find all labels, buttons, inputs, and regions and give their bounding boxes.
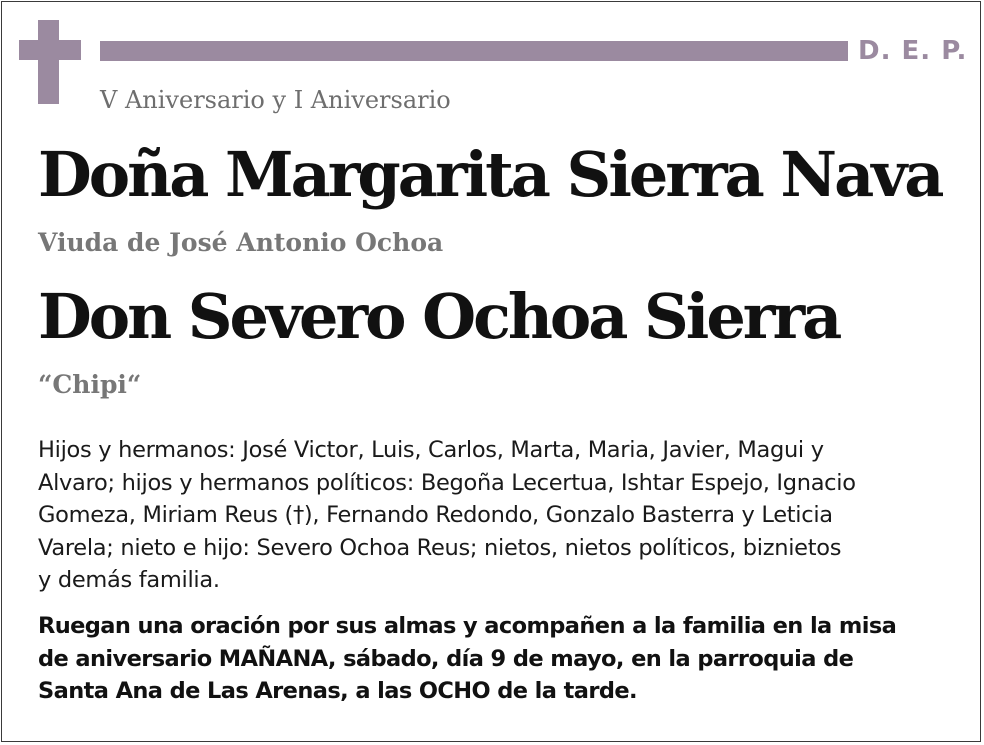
cross-icon-bar bbox=[19, 40, 81, 60]
deceased-nickname-2: “Chipi“ bbox=[38, 370, 142, 399]
deceased-name-1: Doña Margarita Sierra Nava bbox=[38, 138, 942, 211]
family-line: Alvaro; hijos y hermanos políticos: Begoña Lecertua, Ishtar Espejo, Ignacio bbox=[38, 469, 856, 496]
family-paragraph bbox=[38, 434, 938, 597]
request-line: de aniversario MAÑANA, sábado, día 9 de mayo, en la parroquia de bbox=[38, 645, 854, 672]
obituary-notice bbox=[1, 1, 981, 742]
cross-icon bbox=[38, 20, 59, 104]
request-line: Ruegan una oración por sus almas y acompañen a la familia en la misa bbox=[38, 613, 897, 639]
deceased-name-2: Don Severo Ochoa Sierra bbox=[38, 280, 840, 353]
request-line: Santa Ana de Las Arenas, a las OCHO de la tarde. bbox=[38, 678, 637, 704]
family-line: y demás familia. bbox=[38, 567, 220, 593]
header-rule bbox=[100, 41, 848, 61]
dep-label: D. E. P. bbox=[858, 36, 968, 66]
family-line: Gomeza, Miriam Reus (†), Fernando Redondo, Gonzalo Basterra y Leticia bbox=[38, 502, 833, 528]
anniversary-heading: V Aniversario y I Aniversario bbox=[100, 86, 451, 114]
mass-request-paragraph bbox=[38, 610, 938, 708]
deceased-subtitle-1: Viuda de José Antonio Ochoa bbox=[38, 228, 444, 257]
family-line: Varela; nieto e hijo: Severo Ochoa Reus; nietos, nietos políticos, biznietos bbox=[38, 534, 842, 561]
family-line: Hijos y hermanos: José Victor, Luis, Carlos, Marta, Maria, Javier, Magui y bbox=[38, 437, 824, 463]
